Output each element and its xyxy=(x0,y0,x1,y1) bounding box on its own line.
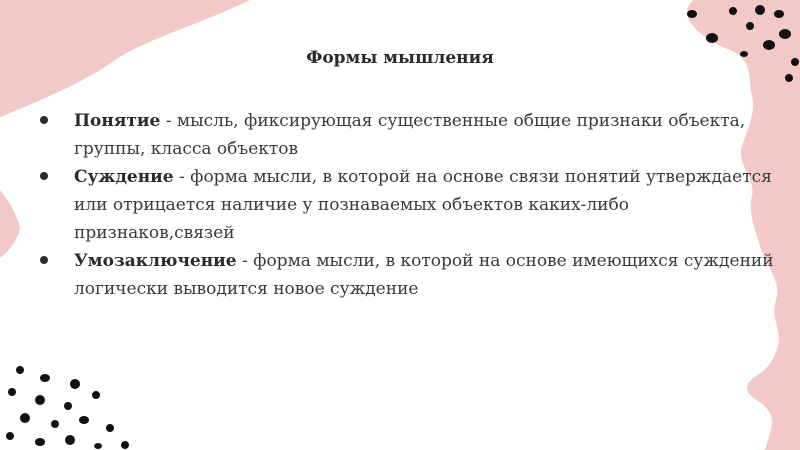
bullet-list xyxy=(40,107,775,303)
slide-title: Формы мышления xyxy=(306,48,494,68)
bullet-icon xyxy=(40,256,48,264)
term-label: Умозаключение xyxy=(74,251,237,271)
term-label: Понятие xyxy=(74,111,161,131)
term-definition: - форма мысли, в которой на основе связи понятий утверждается или отрицается наличие у познаваемых объектов каких-либо признаков,связей xyxy=(74,167,772,243)
list-item-text xyxy=(74,163,775,247)
term-label: Суждение xyxy=(74,167,174,187)
list-item xyxy=(40,163,775,247)
pink-brush-left-edge xyxy=(0,190,20,258)
list-item-text xyxy=(74,107,775,163)
dots-bottom-left xyxy=(6,366,129,449)
term-definition: - форма мысли, в которой на основе имеющихся суждений логически выводится новое суждение xyxy=(74,251,774,299)
list-item-text xyxy=(74,247,775,303)
list-item xyxy=(40,107,775,163)
bullet-icon xyxy=(40,172,48,180)
term-definition: - мысль, фиксирующая существенные общие признаки объекта, группы, класса объектов xyxy=(74,111,746,159)
bullet-icon xyxy=(40,116,48,124)
list-item xyxy=(40,247,775,303)
